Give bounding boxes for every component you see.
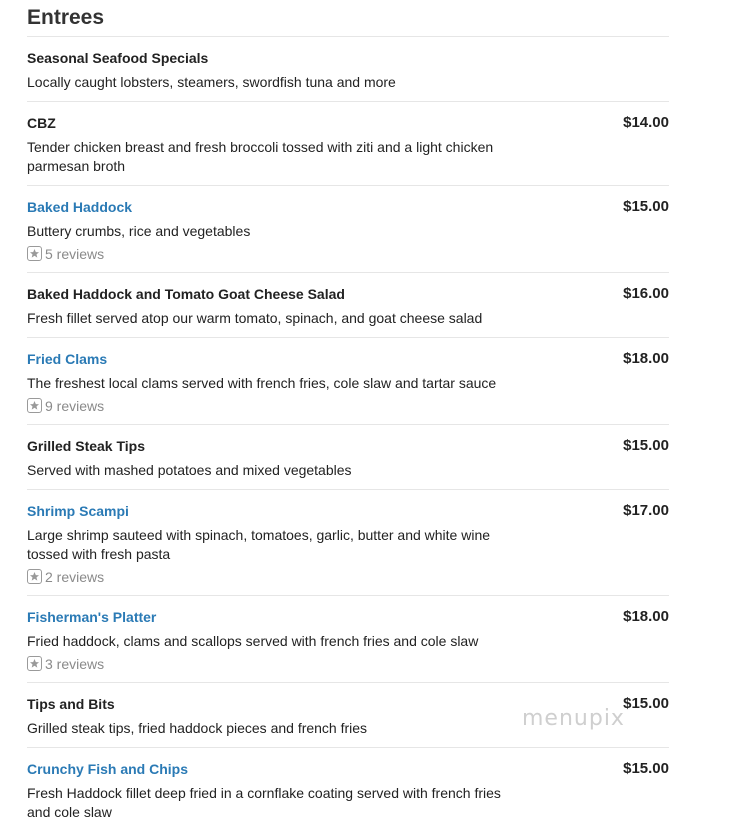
menu-item [27, 338, 669, 425]
review-star-icon [27, 656, 42, 671]
menu-item-name-link[interactable]: Fisherman's Platter [27, 609, 157, 625]
menu-item-name-link[interactable]: Fried Clams [27, 351, 108, 367]
menu-item-description: Grilled steak tips, fried haddock pieces and french fries [27, 720, 368, 736]
menu-item-reviews[interactable] [27, 397, 669, 415]
menu-item-name: Tips and Bits [27, 696, 115, 712]
reviews-count[interactable]: 3 reviews [45, 656, 105, 672]
menu-item-description: The freshest local clams served with french fries, cole slaw and tartar sauce [27, 375, 497, 391]
menu-item-price: $18.00 [623, 350, 669, 367]
reviews-count[interactable]: 5 reviews [45, 246, 105, 262]
section-title: Entrees [27, 0, 669, 37]
reviews-count[interactable]: 2 reviews [45, 569, 105, 585]
menu-item-description: Fresh fillet served atop our warm tomato, spinach, and goat cheese salad [27, 310, 483, 326]
menu-item-description: Fresh Haddock fillet deep fried in a cornflake coating served with french fries and cole slaw [27, 785, 501, 820]
menu-item-description: Tender chicken breast and fresh broccoli tossed with ziti and a light chicken parmesan broth [27, 139, 494, 174]
review-star-icon [27, 398, 42, 413]
menu-item [27, 186, 669, 273]
menu-item [27, 748, 669, 831]
menu-item [27, 490, 669, 596]
menu-item [27, 102, 669, 186]
menu-item-price: $18.00 [623, 608, 669, 625]
menu-item-name: CBZ [27, 115, 56, 131]
menu-item-price: $16.00 [623, 285, 669, 302]
menu-item-name: Grilled Steak Tips [27, 438, 146, 454]
menu-item-reviews[interactable] [27, 655, 669, 673]
menu-item [27, 273, 669, 338]
review-star-icon [27, 246, 42, 261]
menu-item-name-link[interactable]: Shrimp Scampi [27, 503, 129, 519]
menu-item-name-link[interactable]: Baked Haddock [27, 199, 133, 215]
menu-item-description: Buttery crumbs, rice and vegetables [27, 223, 251, 239]
menu-item-price: $15.00 [623, 760, 669, 777]
menu-item-name: Seasonal Seafood Specials [27, 50, 209, 66]
menu-item-description: Locally caught lobsters, steamers, swordfish tuna and more [27, 74, 396, 90]
menu-item-price: $15.00 [623, 437, 669, 454]
menu-item-description: Fried haddock, clams and scallops served with french fries and cole slaw [27, 633, 479, 649]
menu-item-description: Large shrimp sauteed with spinach, tomatoes, garlic, butter and white wine tossed with fresh pasta [27, 527, 491, 562]
menu-item-name-link[interactable]: Crunchy Fish and Chips [27, 761, 189, 777]
menu-item [27, 596, 669, 683]
menu-item-price: $15.00 [623, 198, 669, 215]
menu-item-price: $14.00 [623, 114, 669, 131]
menu-item [27, 37, 669, 102]
menu-item-price: $15.00 [623, 695, 669, 712]
menu-item-description: Served with mashed potatoes and mixed vegetables [27, 462, 352, 478]
menu-item [27, 425, 669, 490]
reviews-count[interactable]: 9 reviews [45, 398, 105, 414]
menu-item-reviews[interactable] [27, 568, 669, 586]
watermark-logo: menupix [522, 706, 625, 731]
menu-item-reviews[interactable] [27, 245, 669, 263]
review-star-icon [27, 569, 42, 584]
menu-item-name: Baked Haddock and Tomato Goat Cheese Salad [27, 286, 345, 302]
menu-item-price: $17.00 [623, 502, 669, 519]
